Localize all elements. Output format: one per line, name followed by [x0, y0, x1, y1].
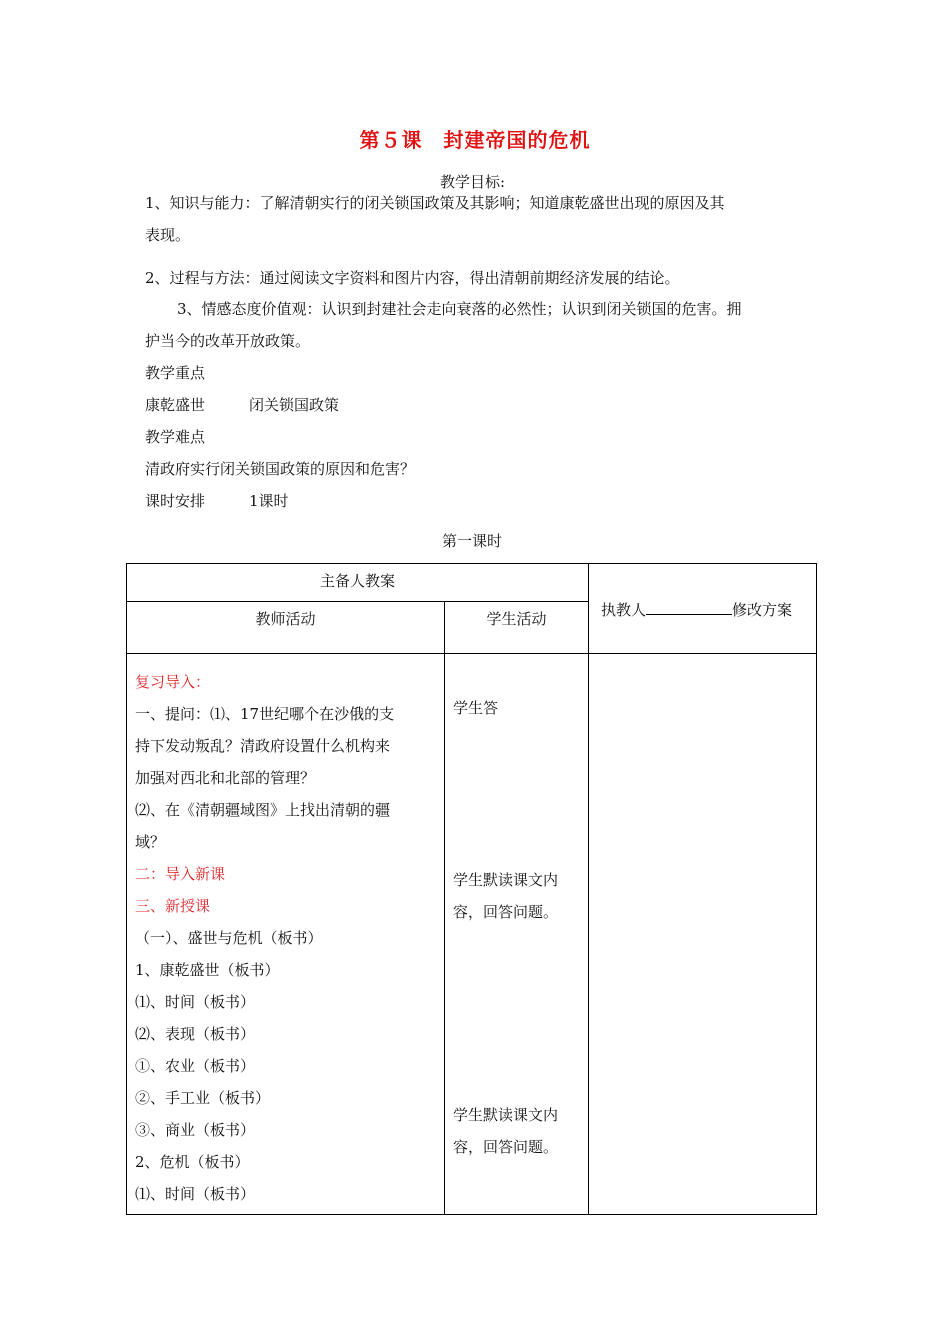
header-teacher-cell	[127, 602, 445, 654]
teacher-line: 加强对西北和北部的管理？	[135, 769, 316, 787]
student-answer: 学生答	[453, 699, 499, 717]
header-main: 主备人教案	[320, 572, 396, 590]
student-read-2-line-1: 学生默读课文内	[453, 1106, 559, 1124]
schedule-line	[145, 491, 289, 511]
teacher-line: 三、新授课	[135, 897, 211, 915]
objective-1-line-2: 表现。	[145, 226, 191, 244]
teacher-line: 域？	[135, 833, 166, 851]
teacher-line: ⑴、时间（板书）	[135, 1185, 256, 1203]
header-main-cell	[127, 564, 589, 602]
teacher-line: ③、商业（板书）	[135, 1121, 256, 1139]
lesson-plan-table	[126, 563, 817, 1215]
header-revision: 修改方案	[732, 600, 793, 619]
student-read-1-line-1: 学生默读课文内	[453, 871, 559, 889]
header-teacher: 教师活动	[255, 610, 316, 628]
teacher-line: 1、康乾盛世（板书）	[135, 961, 280, 979]
student-activity-cell	[445, 654, 589, 1215]
teacher-line: ⑴、时间（板书）	[135, 993, 256, 1011]
objective-3-line-2: 护当今的改革开放政策。	[145, 332, 311, 350]
page-title: 第５课 封建帝国的危机	[359, 128, 591, 152]
revision-cell	[589, 654, 817, 1215]
objective-2: 2、过程与方法：通过阅读文字资料和图片内容，得出清朝前期经济发展的结论。	[145, 269, 680, 287]
teacher-line: 持下发动叛乱？清政府设置什么机构来	[135, 737, 391, 755]
teacher-line: 二：导入新课	[135, 865, 226, 883]
header-executor-cell	[589, 564, 817, 654]
difficulty-heading: 教学难点	[145, 428, 206, 446]
header-executor: 执教人	[601, 600, 647, 619]
schedule-label: 课时安排	[145, 492, 206, 510]
teacher-line: ⑵、表现（板书）	[135, 1025, 256, 1043]
student-read-2-line-2: 容，回答问题。	[453, 1138, 559, 1156]
teacher-line: （一）、盛世与危机（板书）	[135, 929, 323, 947]
header-student-cell	[445, 602, 589, 654]
teacher-line: ⑵、在《清朝疆域图》上找出清朝的疆	[135, 801, 391, 819]
objective-1-line-1: 1、知识与能力：了解清朝实行的闭关锁国政策及其影响；知道康乾盛世出现的原因及其	[145, 194, 725, 212]
key-points-line	[145, 395, 339, 415]
key-point-1: 康乾盛世	[145, 396, 206, 414]
teacher-line: 一、提问：⑴、17世纪哪个在沙俄的支	[135, 705, 395, 723]
teacher-line: ②、手工业（板书）	[135, 1089, 271, 1107]
teacher-line: 2、危机（板书）	[135, 1153, 250, 1171]
key-points-heading: 教学重点	[145, 364, 206, 382]
teacher-activity-cell	[127, 654, 445, 1215]
objectives-heading: 教学目标:	[440, 173, 506, 191]
lesson-label: 第一课时	[442, 532, 503, 550]
executor-blank	[646, 598, 732, 615]
key-point-2: 闭关锁国政策	[249, 396, 340, 414]
schedule-value: 1课时	[249, 492, 289, 510]
teacher-line: ①、农业（板书）	[135, 1057, 256, 1075]
objective-3-line-1: 3、情感态度价值观：认识到封建社会走向衰落的必然性；认识到闭关锁国的危害。拥	[177, 300, 742, 318]
student-read-1-line-2: 容，回答问题。	[453, 903, 559, 921]
teacher-line: 复习导入：	[135, 673, 211, 691]
difficulty-text: 清政府实行闭关锁国政策的原因和危害？	[145, 460, 416, 478]
header-student: 学生活动	[486, 610, 547, 628]
